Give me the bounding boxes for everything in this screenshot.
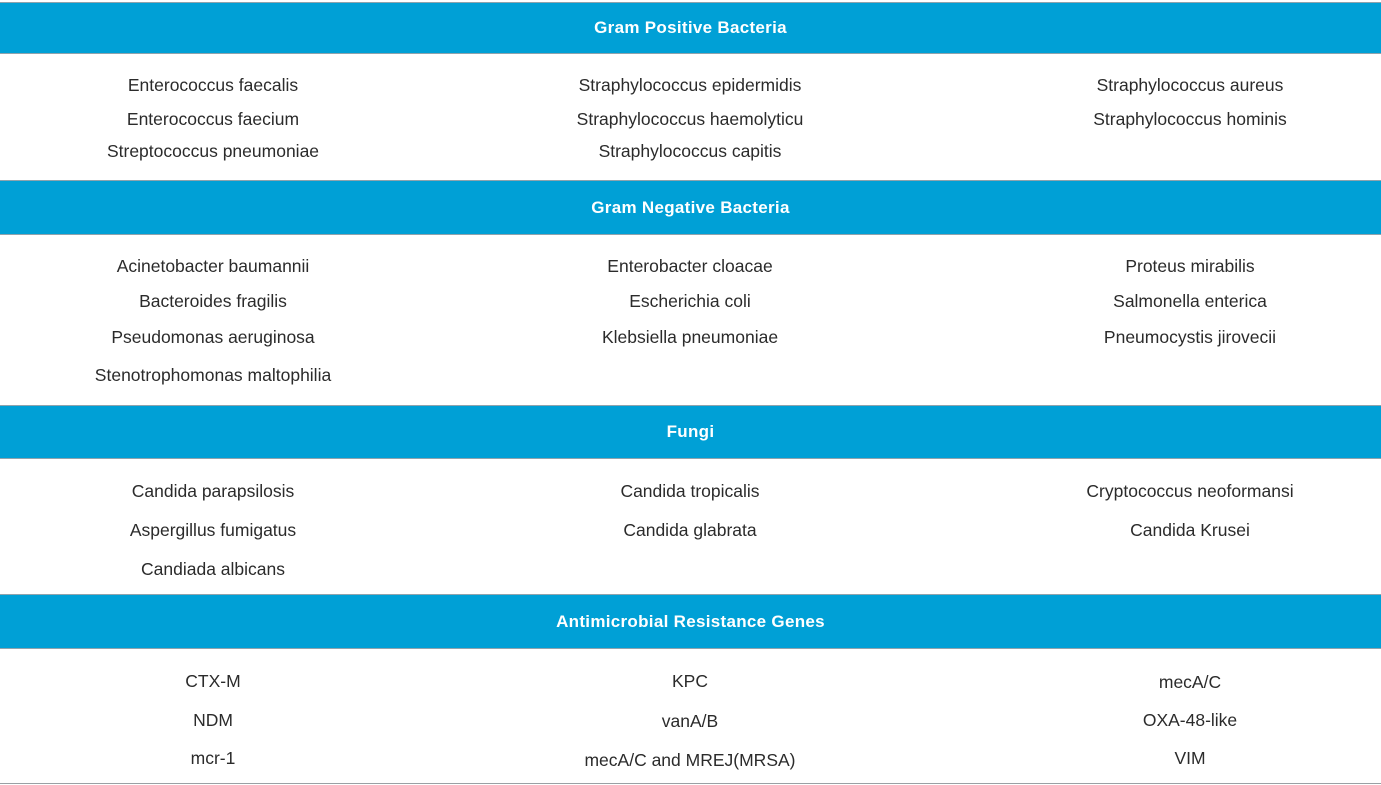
organism-cell: Enterococcus faecium [126, 109, 300, 129]
organism-cell: Straphylococcus epidermidis [578, 75, 802, 95]
organism-cell: Pseudomonas aeruginosa [111, 327, 315, 347]
gene-cell: vanA/B [661, 711, 719, 731]
organism-cell: Klebsiella pneumoniae [601, 327, 779, 347]
section-title: Antimicrobial Resistance Genes [556, 611, 825, 631]
organism-cell: Straphylococcus capitis [598, 141, 782, 161]
section-header-gram-positive [0, 2, 1381, 54]
organism-cell: Bacteroides fragilis [139, 291, 287, 311]
organism-cell: Enterococcus faecalis [127, 75, 299, 95]
section-header-gram-negative [0, 180, 1381, 235]
gene-cell: mcr-1 [190, 748, 236, 768]
gene-cell: OXA-48-like [1142, 710, 1238, 730]
organism-cell: Enterobacter cloacae [607, 256, 773, 276]
organism-cell: Pneumocystis jirovecii [1103, 327, 1277, 347]
organism-cell: Aspergillus fumigatus [129, 520, 297, 540]
organism-cell: Stenotrophomonas maltophilia [94, 365, 332, 385]
section-header-fungi [0, 405, 1381, 459]
organism-cell: Candida glabrata [623, 520, 757, 540]
section-header-resistance-genes [0, 594, 1381, 649]
bottom-divider [0, 783, 1381, 784]
section-title: Gram Positive Bacteria [594, 18, 787, 37]
organism-cell: Candida tropicalis [620, 481, 760, 501]
gene-cell: mecA/C [1158, 672, 1222, 692]
organism-cell: Straphylococcus aureus [1096, 75, 1284, 95]
organism-cell: Streptococcus pneumoniae [106, 141, 320, 161]
gene-cell: VIM [1174, 748, 1206, 768]
organism-cell: Cryptococcus neoformansi [1086, 481, 1294, 501]
organism-cell: Candida parapsilosis [131, 481, 295, 501]
gene-cell: CTX-M [185, 671, 241, 691]
organism-cell: Straphylococcus haemolyticu [576, 109, 804, 129]
organism-cell: Escherichia coli [629, 291, 751, 311]
organism-cell: Candida Krusei [1130, 520, 1250, 540]
gene-cell: KPC [672, 671, 708, 691]
organism-cell: Straphylococcus hominis [1093, 109, 1287, 129]
organism-cell: Acinetobacter baumannii [116, 256, 310, 276]
gene-cell: NDM [193, 710, 233, 730]
section-title: Fungi [666, 422, 715, 441]
organism-cell: Salmonella enterica [1113, 291, 1267, 311]
organism-cell: Candiada albicans [141, 559, 285, 579]
organism-cell: Proteus mirabilis [1125, 256, 1255, 276]
section-title: Gram Negative Bacteria [591, 197, 790, 217]
gene-cell: mecA/C and MREJ(MRSA) [584, 750, 796, 770]
